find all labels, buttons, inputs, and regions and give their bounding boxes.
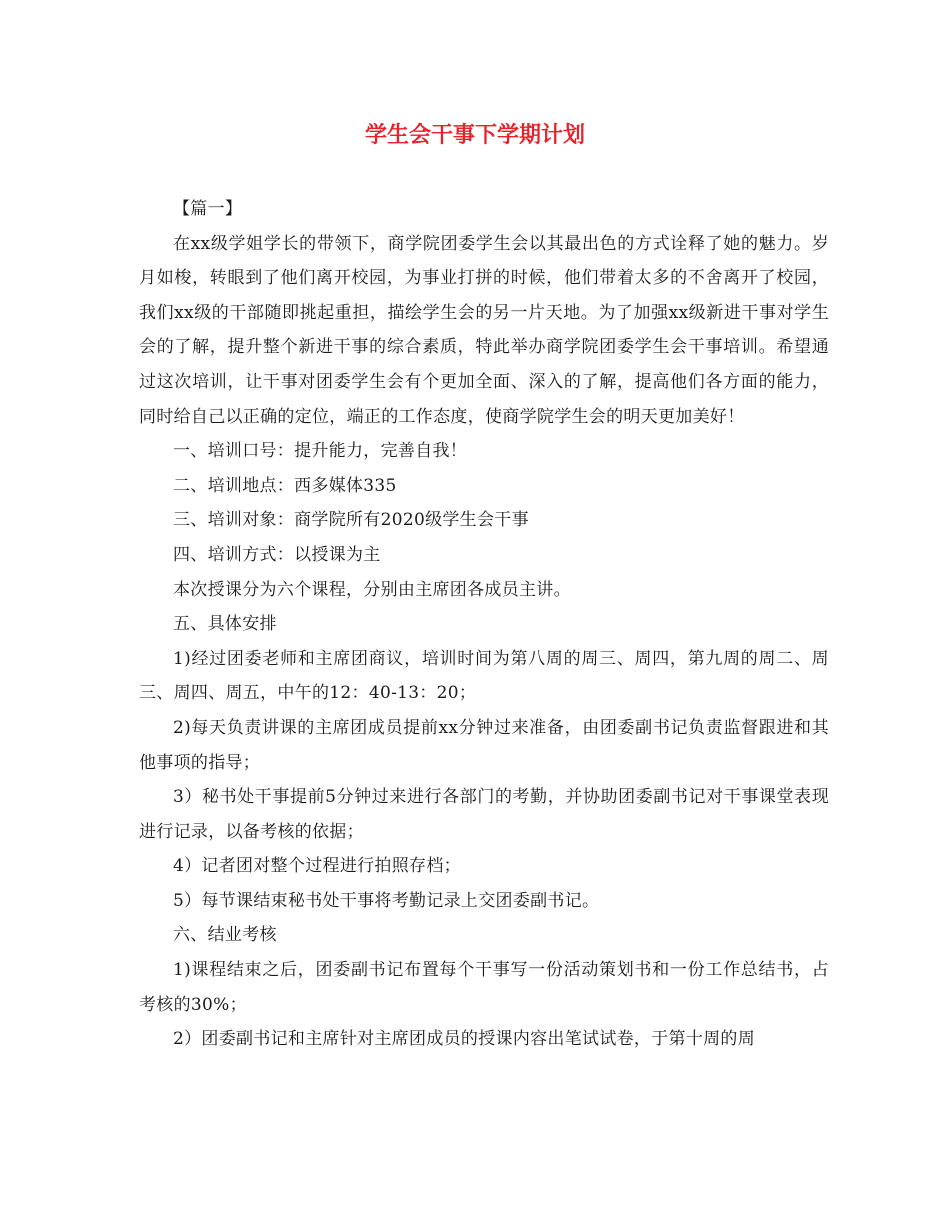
- training-slogan: 一、培训口号：提升能力，完善自我！: [173, 441, 468, 462]
- document-body: [139, 192, 829, 1057]
- assessment-item-2: 2）团委副书记和主席针对主席团成员的授课内容出笔试试卷，于第十周的周: [173, 1029, 756, 1050]
- schedule-heading: 五、具体安排: [173, 614, 277, 635]
- training-audience: 三、培训对象：商学院所有2020级学生会干事: [173, 510, 529, 531]
- assessment-heading: 六、结业考核: [173, 925, 277, 946]
- schedule-item-3: 3）秘书处干事提前5分钟过来进行各部门的考勤，并协助团委副书记对干事课堂表现进行记录，以备考核的依据；: [139, 787, 829, 842]
- schedule-item-4: 4）记者团对整个过程进行拍照存档；: [173, 856, 461, 877]
- schedule-item-2: 2)每天负责讲课的主席团成员提前xx分钟过来准备，由团委副书记负责监督跟进和其他事项的指导；: [139, 717, 829, 773]
- training-location: 二、培训地点：西多媒体335: [173, 475, 397, 496]
- schedule-item-1: 1)经过团委老师和主席团商议，培训时间为第八周的周三、周四，第九周的周二、周三、周四、周五，中午的12：40-13：20；: [139, 648, 829, 704]
- assessment-item-1: 1)课程结束之后，团委副书记布置每个干事写一份活动策划书和一份工作总结书，占考核的30%；: [139, 960, 829, 1015]
- document-title: 学生会干事下学期计划: [364, 123, 585, 148]
- intro-paragraph: 在xx级学姐学长的带领下，商学院团委学生会以其最出色的方式诠释了她的魅力。岁月如梭，转眼到了他们离开校园，为事业打拼的时候，他们带着太多的不舍离开了校园，我们xx级的干部随即挑起重担，描绘学生会的另一片天地。为了加强xx级新进干事对学生会的了解，提升整个新进干事的综合素质，特此举办商学院团委学生会干事培训。希望通过这次培训，让干事对团委学生会有个更加全面、深入的了解，提高他们各方面的能力，同时给自己以正确的定位，端正的工作态度，使商学院学生会的明天更加美好！: [139, 233, 829, 427]
- training-method: 四、培训方式：以授课为主: [173, 544, 381, 565]
- schedule-item-5: 5）每节课结束秘书处干事将考勤记录上交团委副书记。: [173, 890, 600, 911]
- course-overview: 本次授课分为六个课程，分别由主席团各成员主讲。: [173, 579, 571, 600]
- section-heading: 【篇一】: [173, 199, 243, 219]
